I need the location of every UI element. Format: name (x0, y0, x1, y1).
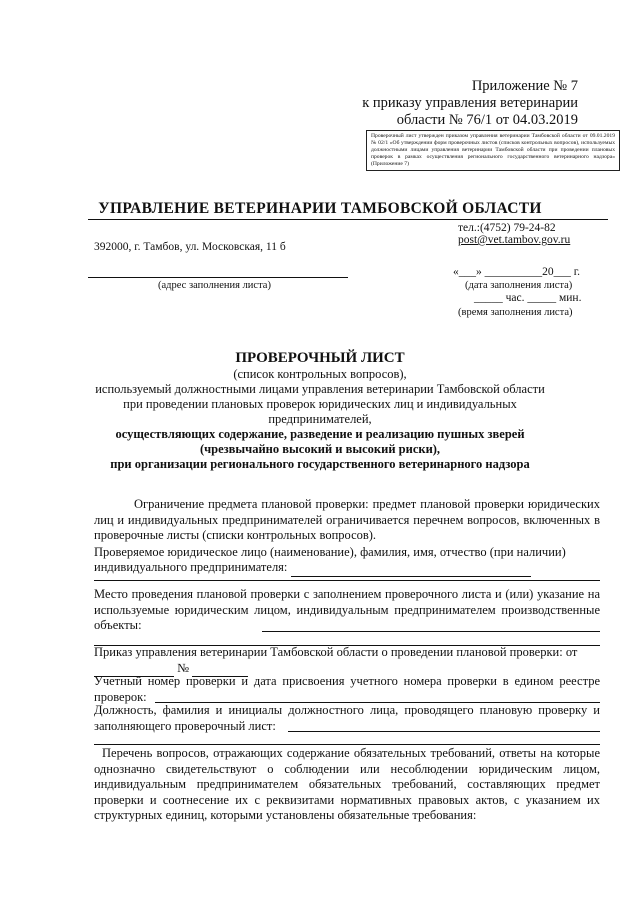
paragraph-limitation: Ограничение предмета плановой проверки: предмет плановой проверки юридических лиц и индивидуальных предпринимателей ограничивается перечнем вопросов, включенных в проверочные листы (списки контрольных вопросов). (94, 497, 600, 542)
subtitle-bold-3: при организации регионального государственного ветеринарного надзора (110, 457, 530, 471)
organization-address: 392000, г. Тамбов, ул. Московская, 11 б (94, 241, 286, 253)
order-label: Приказ управления ветеринарии Тамбовской области о проведении плановой проверки: от (94, 645, 578, 659)
subtitle-bold-1: осуществляющих содержание, разведение и реализацию пушных зверей (115, 427, 525, 441)
fill-line-1 (94, 580, 600, 581)
paragraph-questions: Перечень вопросов, отражающих содержание обязательных требований, ответы на которые однозначно свидетельствуют о соблюдении или несоблюдении юридическим лицом, индивидуальным предпринимателем обязательных требований, составляющих предмет проверки и соотнесение их с реквизитами нормативных правовых актов, с указанием их структурных единиц, которыми установлены обязательные требования: (94, 746, 600, 822)
entrepreneur-fill (291, 560, 531, 577)
subtitle-3: при проведении плановых проверок юридических лиц и индивидуальных (123, 397, 517, 411)
paragraph-inspected-entity-2 (94, 560, 600, 577)
organization-email: post@vet.tambov.gov.ru (458, 234, 571, 246)
address-fill-line (88, 277, 348, 278)
paragraph-registration: Учетный номер проверки и дата присвоения учетного номера проверки в едином реестре проверок: (94, 674, 600, 704)
subtitle-1: (список контрольных вопросов), (233, 367, 407, 381)
organization-name: УПРАВЛЕНИЕ ВЕТЕРИНАРИИ ТАМБОВСКОЙ ОБЛАСТИ (98, 200, 542, 217)
approval-note: Проверочный лист утвержден приказом управления ветеринарии Тамбовской области от 09.01.2019 № 02/1 «Об утверждении форм проверочных листов (списков контрольных вопросов), используемых должностными лицами управления ветеринарии Тамбовской области при проведении плановых проверок в рамках осуществления регионального государственного ветеринарного надзора» (Приложение 7) (366, 130, 620, 171)
organization-phone: тел.:(4752) 79-24-82 (458, 222, 556, 234)
appendix-line-3: области № 76/1 от 04.03.2019 (396, 112, 578, 128)
fill-line-place (262, 631, 600, 632)
time-fill-label: (время заполнения листа) (458, 307, 573, 318)
date-fill-line: «___» __________20___ г. (453, 266, 581, 278)
entrepreneur-label: индивидуального предпринимателя: (94, 560, 288, 574)
paragraph-order (94, 645, 600, 677)
paragraph-official: Должность, фамилия и инициалы должностного лица, проводящего плановую проверку и заполняющего проверочный лист: (94, 703, 600, 733)
date-fill-label: (дата заполнения листа) (465, 280, 573, 291)
header-rule (88, 219, 608, 220)
paragraph-place: Место проведения плановой проверки с заполнением проверочного листа и (или) указание на используемые юридическим лицом, индивидуальным предпринимателем производственные объекты: (94, 587, 600, 632)
paragraph-inspected-entity: Проверяемое юридическое лицо (наименование), фамилия, имя, отчество (при наличии) (94, 545, 566, 559)
appendix-line-2: к приказу управления ветеринарии (362, 95, 578, 111)
document-title: ПРОВЕРОЧНЫЙ ЛИСТ (235, 350, 405, 366)
appendix-line-1: Приложение № 7 (471, 78, 578, 94)
time-fill-line: _____ час. _____ мин. (474, 292, 582, 304)
fill-line-3 (94, 744, 600, 745)
order-number-sign: № (177, 660, 190, 675)
subtitle-4: предпринимателей, (268, 412, 372, 426)
address-fill-label: (адрес заполнения листа) (158, 280, 271, 291)
fill-line-official (288, 731, 600, 732)
subtitle-2: используемый должностными лицами управления ветеринарии Тамбовской области (95, 382, 545, 396)
subtitle-bold-2: (чрезвычайно высокий и высокий риски), (199, 442, 441, 456)
